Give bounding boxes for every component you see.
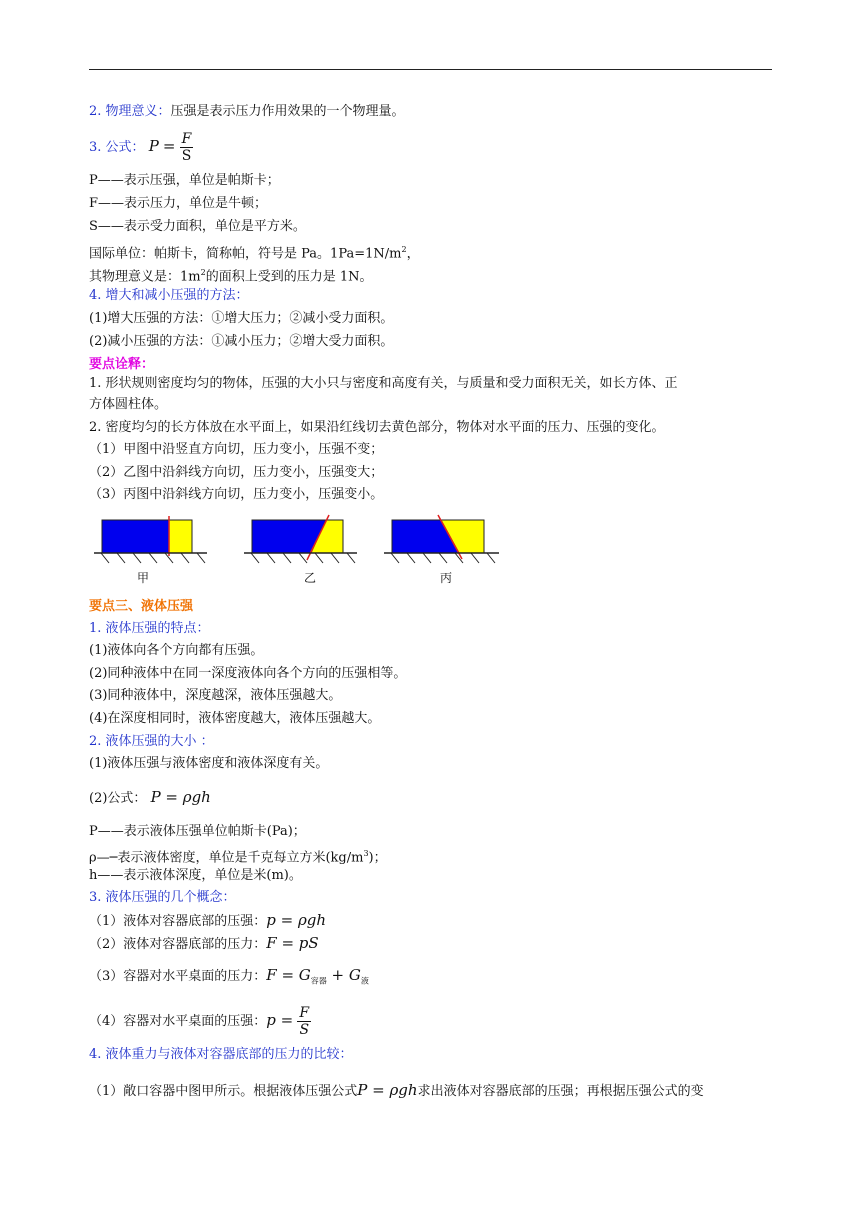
concept-4-text: （4）容器对水平桌面的压强： xyxy=(89,1014,267,1029)
key-note-item-1: （1）甲图中沿竖直方向切，压力变小，压强不变； xyxy=(89,442,384,457)
section-4-label: 4. 增大和减小压强的方法： xyxy=(89,288,249,303)
liquid-formula-row xyxy=(89,788,211,808)
key-notes-label: 要点诠释： xyxy=(89,357,155,372)
liquid-features-label: 1. 液体压强的特点： xyxy=(89,621,210,636)
liquid-formula-label: (2)公式： xyxy=(89,791,147,806)
figure-jia xyxy=(94,516,207,563)
si-unit-sup: 2 xyxy=(401,245,407,254)
liquid-def-rho-sup: 3 xyxy=(363,849,369,858)
concept-4 xyxy=(89,1005,311,1038)
section-3-formula xyxy=(89,131,193,164)
l4-text-a: （1）敞口容器中图甲所示。根据液体压强公式 xyxy=(89,1084,358,1099)
formula-p: P xyxy=(148,137,159,155)
concept-4-denominator: S xyxy=(299,1022,310,1038)
liquid-feature-3: (3)同种液体中，深度越深，液体压强越大。 xyxy=(89,688,342,703)
concept-2-formula: F = pS xyxy=(266,934,319,952)
concept-4-fraction xyxy=(297,1005,311,1038)
concept-4-numerator: F xyxy=(299,1005,310,1021)
section-2-label: 2. 物理意义： xyxy=(89,104,171,119)
section-4-item-2: (2)减小压强的方法：①减小压力；②增大受力面积。 xyxy=(89,334,394,349)
liquid-feature-4: (4)在深度相同时，液体密度越大，液体压强越大。 xyxy=(89,711,381,726)
key-note-item-3: （3）丙图中沿斜线方向切，压力变小，压强变小。 xyxy=(89,487,384,502)
header-rule xyxy=(89,69,772,70)
key-note-item-2: （2）乙图中沿斜线方向切，压力变小，压强变大； xyxy=(89,465,384,480)
liquid-magnitude-label: 2. 液体压强的大小 ： xyxy=(89,734,214,749)
si-unit-tail: ， xyxy=(406,246,420,262)
concept-1-text: （1）液体对容器底部的压强： xyxy=(89,914,267,929)
liquid-feature-1: (1)液体向各个方向都有压强。 xyxy=(89,643,264,658)
si-unit xyxy=(89,241,420,263)
physical-meaning xyxy=(89,264,372,286)
concept-3-sub-1: 容器 xyxy=(310,976,327,986)
key-note-2: 2. 密度均匀的长方体放在水平面上，如果沿红线切去黄色部分，物体对水平面的压力、压强的变化。 xyxy=(89,420,665,435)
fraction xyxy=(180,131,194,164)
def-p: P——表示压强，单位是帕斯卡； xyxy=(89,173,280,188)
section-4-item-1: (1)增大压强的方法：①增大压力；②减小受力面积。 xyxy=(89,311,394,326)
figure-label-yi: 乙 xyxy=(304,571,317,585)
concept-4-formula: p = xyxy=(266,1011,294,1029)
def-s: S——表示受力面积，单位是平方米。 xyxy=(89,219,306,234)
concept-3-plus: + G xyxy=(326,966,361,984)
block-cut-figure xyxy=(89,512,519,590)
concept-1 xyxy=(89,911,326,931)
concept-3-formula: F = G xyxy=(266,966,311,984)
l4-formula: P = ρgh xyxy=(357,1081,418,1099)
concept-2 xyxy=(89,934,319,954)
key-note-1a: 1. 形状规则密度均匀的物体，压强的大小只与密度和高度有关，与质量和受力面积无关，如长方体、正 xyxy=(89,376,678,391)
si-unit-text: 国际单位：帕斯卡，简称帕，符号是 Pa。1Pa=1N/m xyxy=(89,246,402,262)
figure-yi xyxy=(244,515,357,563)
figure-bing xyxy=(384,515,499,563)
concept-3 xyxy=(89,966,369,991)
l4-text-b: 求出液体对容器底部的压强；再根据压强公式的变 xyxy=(417,1084,704,1099)
liquid-def-rho xyxy=(89,845,387,867)
section-4-liquid-label: 4. 液体重力与液体对容器底部的压力的比较： xyxy=(89,1047,353,1062)
meaning-tail: 的面积上受到的压力是 1N。 xyxy=(205,269,373,285)
concept-1-formula: p = ρgh xyxy=(266,911,327,929)
section-3-label: 3. 公式： xyxy=(89,140,145,155)
figure-label-jia: 甲 xyxy=(137,571,150,585)
liquid-feature-2: (2)同种液体中在同一深度液体向各个方向的压强相等。 xyxy=(89,666,407,681)
liquid-def-h: h——表示液体深度，单位是米(m)。 xyxy=(89,868,302,883)
liquid-magnitude-item-1: (1)液体压强与液体密度和液体深度有关。 xyxy=(89,756,329,771)
liquid-def-rho-text: ρ—─表示液体密度，单位是千克每立方米(kg/m xyxy=(89,850,364,866)
concept-2-text: （2）液体对容器底部的压力： xyxy=(89,937,267,952)
fraction-numerator: F xyxy=(181,131,192,147)
figure-label-bing: 丙 xyxy=(440,571,453,585)
concept-3-text: （3）容器对水平桌面的压力： xyxy=(89,969,267,984)
liquid-concepts-label: 3. 液体压强的几个概念： xyxy=(89,890,236,905)
section-2 xyxy=(89,103,405,121)
concept-3-sub-2: 液 xyxy=(360,976,369,986)
section-4-liquid-item-1 xyxy=(89,1081,704,1101)
meaning-sup: 2 xyxy=(200,268,206,277)
liquid-def-p: P——表示液体压强单位帕斯卡(Pa)； xyxy=(89,824,306,839)
meaning-text: 其物理意义是：1m xyxy=(89,269,201,285)
fraction-denominator: S xyxy=(181,148,192,164)
liquid-formula: P = ρgh xyxy=(150,788,211,806)
section-3-title: 要点三、液体压强 xyxy=(89,599,194,614)
formula-eq: = xyxy=(162,137,176,155)
def-f: F——表示压力，单位是牛顿； xyxy=(89,196,268,211)
key-note-1b: 方体圆柱体。 xyxy=(89,397,168,412)
liquid-def-rho-tail: )； xyxy=(368,850,387,866)
section-2-text: 压强是表示压力作用效果的一个物理量。 xyxy=(170,104,405,119)
